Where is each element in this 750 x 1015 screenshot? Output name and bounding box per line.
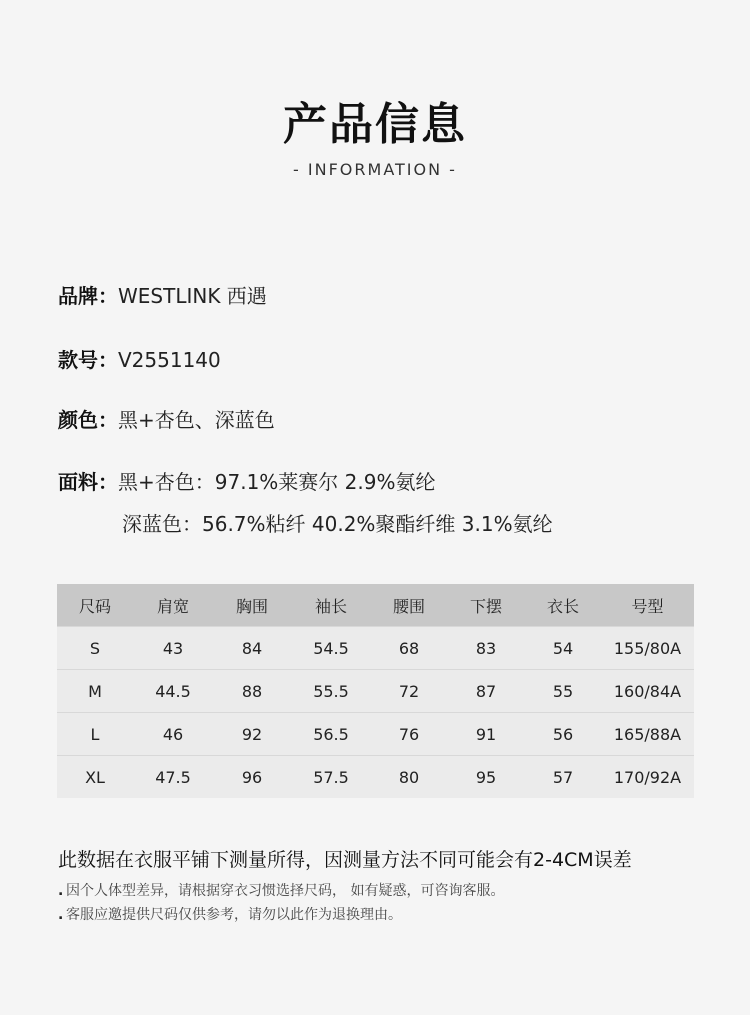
size-table-header bbox=[57, 584, 694, 627]
color-value: 黑+杏色、深蓝色 bbox=[118, 408, 275, 432]
fabric-value-1: 黑+杏色：97.1%莱赛尔 2.9%氨纶 bbox=[118, 470, 436, 494]
bullet-icon: . bbox=[58, 883, 64, 899]
table-row bbox=[57, 627, 694, 670]
note-text: 客服应邀提供尺码仅供参考，请勿以此作为退换理由。 bbox=[66, 907, 402, 923]
table-cell: 95 bbox=[447, 756, 525, 799]
table-cell: 55.5 bbox=[291, 670, 371, 713]
style-number-row bbox=[58, 344, 221, 373]
table-cell: 84 bbox=[213, 627, 291, 670]
table-cell: 56 bbox=[525, 713, 601, 756]
header-shoulder: 肩宽 bbox=[133, 584, 213, 627]
table-cell: 170/92A bbox=[601, 756, 694, 799]
brand-value: WESTLINK 西遇 bbox=[118, 284, 267, 308]
header-size: 尺码 bbox=[57, 584, 133, 627]
table-cell: 160/84A bbox=[601, 670, 694, 713]
header-length: 衣长 bbox=[525, 584, 601, 627]
table-cell: 87 bbox=[447, 670, 525, 713]
table-cell: 91 bbox=[447, 713, 525, 756]
fabric-row bbox=[58, 466, 435, 495]
table-cell: 57.5 bbox=[291, 756, 371, 799]
header-chest: 胸围 bbox=[213, 584, 291, 627]
table-row bbox=[57, 670, 694, 713]
note-item bbox=[58, 904, 402, 924]
table-cell: 47.5 bbox=[133, 756, 213, 799]
note-item bbox=[58, 880, 504, 900]
note-text: 因个人体型差异，请根据穿衣习惯选择尺码， 如有疑惑，可咨询客服。 bbox=[66, 883, 505, 899]
page-title: 产品信息 bbox=[283, 99, 467, 150]
style-number-label: 款号： bbox=[58, 348, 118, 372]
page-subtitle: - INFORMATION - bbox=[293, 160, 457, 179]
style-number-value: V2551140 bbox=[118, 348, 221, 372]
table-cell: 72 bbox=[371, 670, 447, 713]
table-cell: 56.5 bbox=[291, 713, 371, 756]
table-cell: 80 bbox=[371, 756, 447, 799]
table-row bbox=[57, 756, 694, 799]
table-cell: 68 bbox=[371, 627, 447, 670]
brand-row bbox=[58, 280, 267, 309]
table-cell: 88 bbox=[213, 670, 291, 713]
color-row bbox=[58, 404, 275, 433]
color-label: 颜色： bbox=[58, 408, 118, 432]
bullet-icon: . bbox=[58, 907, 64, 923]
table-cell: 92 bbox=[213, 713, 291, 756]
table-cell: S bbox=[57, 627, 133, 670]
table-cell: 54 bbox=[525, 627, 601, 670]
header-waist: 腰围 bbox=[371, 584, 447, 627]
table-cell: 165/88A bbox=[601, 713, 694, 756]
fabric-label: 面料： bbox=[58, 470, 118, 494]
header-hem: 下摆 bbox=[447, 584, 525, 627]
table-cell: L bbox=[57, 713, 133, 756]
header-fit: 号型 bbox=[601, 584, 694, 627]
table-cell: 46 bbox=[133, 713, 213, 756]
measurement-note-title: 此数据在衣服平铺下测量所得，因测量方法不同可能会有2-4CM误差 bbox=[58, 849, 632, 871]
table-cell: 55 bbox=[525, 670, 601, 713]
table-cell: 54.5 bbox=[291, 627, 371, 670]
table-cell: XL bbox=[57, 756, 133, 799]
table-cell: 44.5 bbox=[133, 670, 213, 713]
header-sleeve: 袖长 bbox=[291, 584, 371, 627]
table-cell: M bbox=[57, 670, 133, 713]
size-table bbox=[57, 584, 694, 798]
table-cell: 57 bbox=[525, 756, 601, 799]
fabric-value-2: 深蓝色：56.7%粘纤 40.2%聚酯纤维 3.1%氨纶 bbox=[122, 512, 553, 536]
table-cell: 76 bbox=[371, 713, 447, 756]
table-cell: 155/80A bbox=[601, 627, 694, 670]
brand-label: 品牌： bbox=[58, 284, 118, 308]
table-cell: 96 bbox=[213, 756, 291, 799]
table-cell: 43 bbox=[133, 627, 213, 670]
table-row bbox=[57, 713, 694, 756]
table-cell: 83 bbox=[447, 627, 525, 670]
